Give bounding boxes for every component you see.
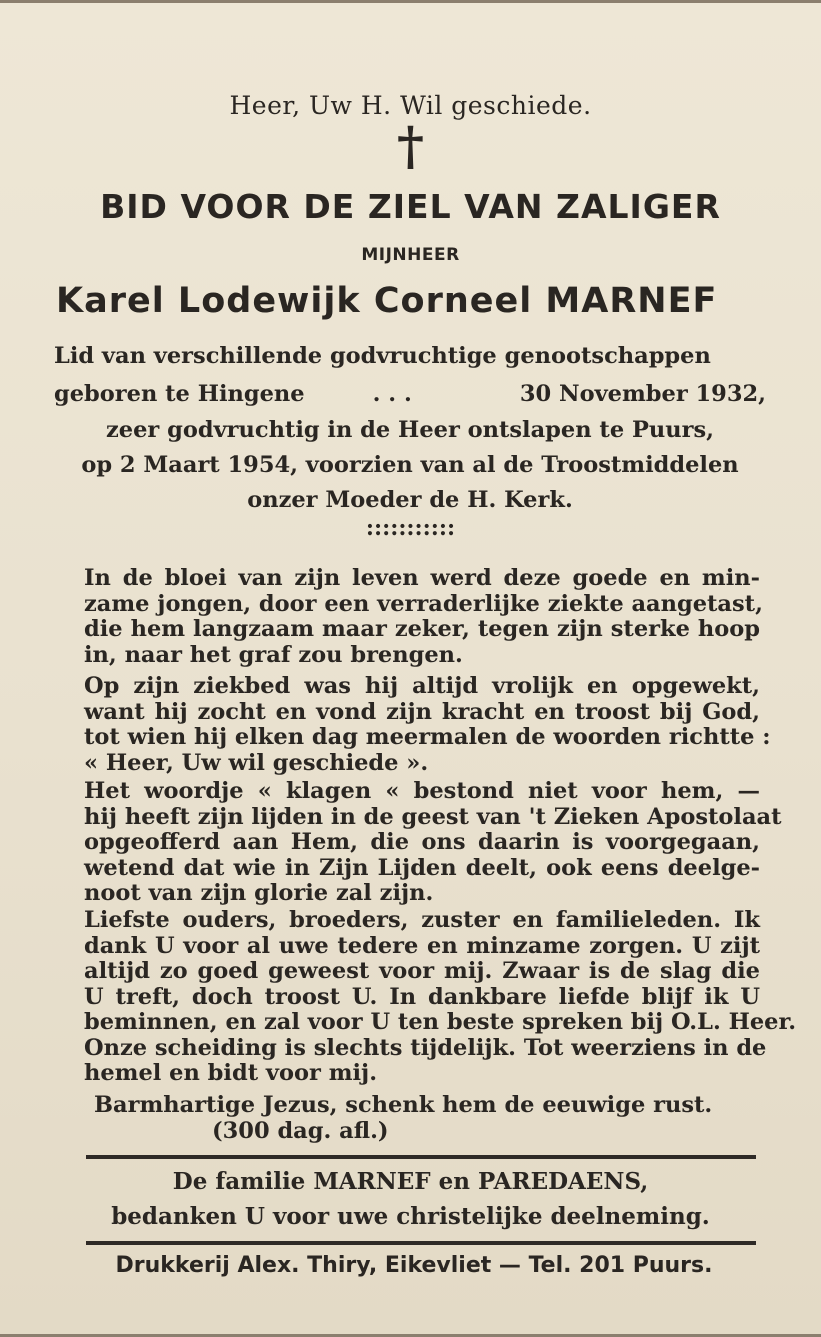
dotted-divider: ::::::::::: [365, 515, 456, 541]
death-line: zeer godvruchtig in de Heer ontslapen te Puurs, [106, 417, 714, 443]
text-line: In de bloei van zijn leven werd deze goede en min- [84, 565, 760, 591]
prayer-line: Heer, Uw H. Wil geschiede. [229, 91, 592, 120]
text-line: die hem langzaam maar zeker, tegen zijn sterke hoop [84, 616, 760, 642]
paragraph-illness [84, 565, 763, 668]
family-line: De familie MARNEF en PAREDAENS, [172, 1168, 649, 1195]
closing-prayer [94, 1093, 734, 1144]
divider-rule [86, 1155, 756, 1159]
membership-line: Lid van verschillende godvruchtige genootschappen [54, 343, 711, 369]
paragraph-sickbed [84, 673, 771, 776]
text-line: noot van zijn glorie zal zijn. [84, 880, 434, 906]
text-line: zame jongen, door een verraderlijke ziekte aangetast, [84, 590, 763, 617]
text-line: opgeofferd aan Hem, die ons daarin is voorgegaan, [84, 829, 760, 855]
text-line: hemel en bidt voor mij. [84, 1060, 378, 1086]
printer-line: Drukkerij Alex. Thiry, Eikevliet — Tel. 201 Puurs. [115, 1253, 713, 1278]
text-line: Op zijn ziekbed was hij altijd vrolijk en opgewekt, [84, 673, 760, 699]
death-date-line: op 2 Maart 1954, voorzien van al de Troostmiddelen [81, 452, 739, 478]
honorific-title: MIJNHEER [361, 245, 460, 265]
indulgence-text: (300 dag. afl.) [212, 1117, 389, 1144]
text-line: tot wien hij elken dag meermalen de woorden richtte : [84, 724, 771, 750]
paragraph-farewell [84, 907, 797, 1087]
thanks-line: bedanken U voor uwe christelijke deelneming. [111, 1203, 710, 1230]
text-line: altijd zo goed geweest voor mij. Zwaar is de slag die [84, 958, 760, 984]
text-line: hij heeft zijn lijden in de geest van 't Zieken Apostolaat [84, 803, 782, 830]
text-line: want hij zocht en vond zijn kracht en troost bij God, [84, 698, 760, 725]
text-line: in, naar het graf zou brengen. [84, 641, 463, 668]
card-heading: BID VOOR DE ZIEL VAN ZALIGER [100, 187, 721, 226]
text-line: wetend dat wie in Zijn Lijden deelt, ook eens deelge- [84, 854, 760, 881]
birth-line [54, 381, 766, 407]
prayer-text: Barmhartige Jezus, schenk hem de eeuwige rust. [94, 1092, 713, 1118]
birth-place: geboren te Hingene [54, 381, 305, 407]
birth-date: 30 November 1932, [519, 381, 766, 407]
paragraph-suffering [84, 778, 782, 907]
text-line: U treft, doch troost U. In dankbare liefde blijf ik U [84, 983, 760, 1010]
text-line: Onze scheiding is slechts tijdelijk. Tot weerziens in de [84, 1034, 767, 1061]
birth-dots: . . . [372, 381, 412, 407]
text-line: beminnen, en zal voor U ten beste spreken bij O.L. Heer. [84, 1009, 797, 1035]
divider-rule [86, 1241, 756, 1245]
cross-icon: † [396, 116, 425, 177]
church-line: onzer Moeder de H. Kerk. [247, 487, 573, 513]
text-line: Het woordje « klagen « bestond niet voor hem, — [84, 778, 760, 804]
text-line: Liefste ouders, broeders, zuster en familieleden. Ik [84, 907, 760, 933]
text-line: dank U voor al uwe tedere en minzame zorgen. U zijt [84, 932, 760, 959]
deceased-name: Karel Lodewijk Corneel MARNEF [56, 281, 718, 321]
text-line: « Heer, Uw wil geschiede ». [84, 749, 429, 776]
